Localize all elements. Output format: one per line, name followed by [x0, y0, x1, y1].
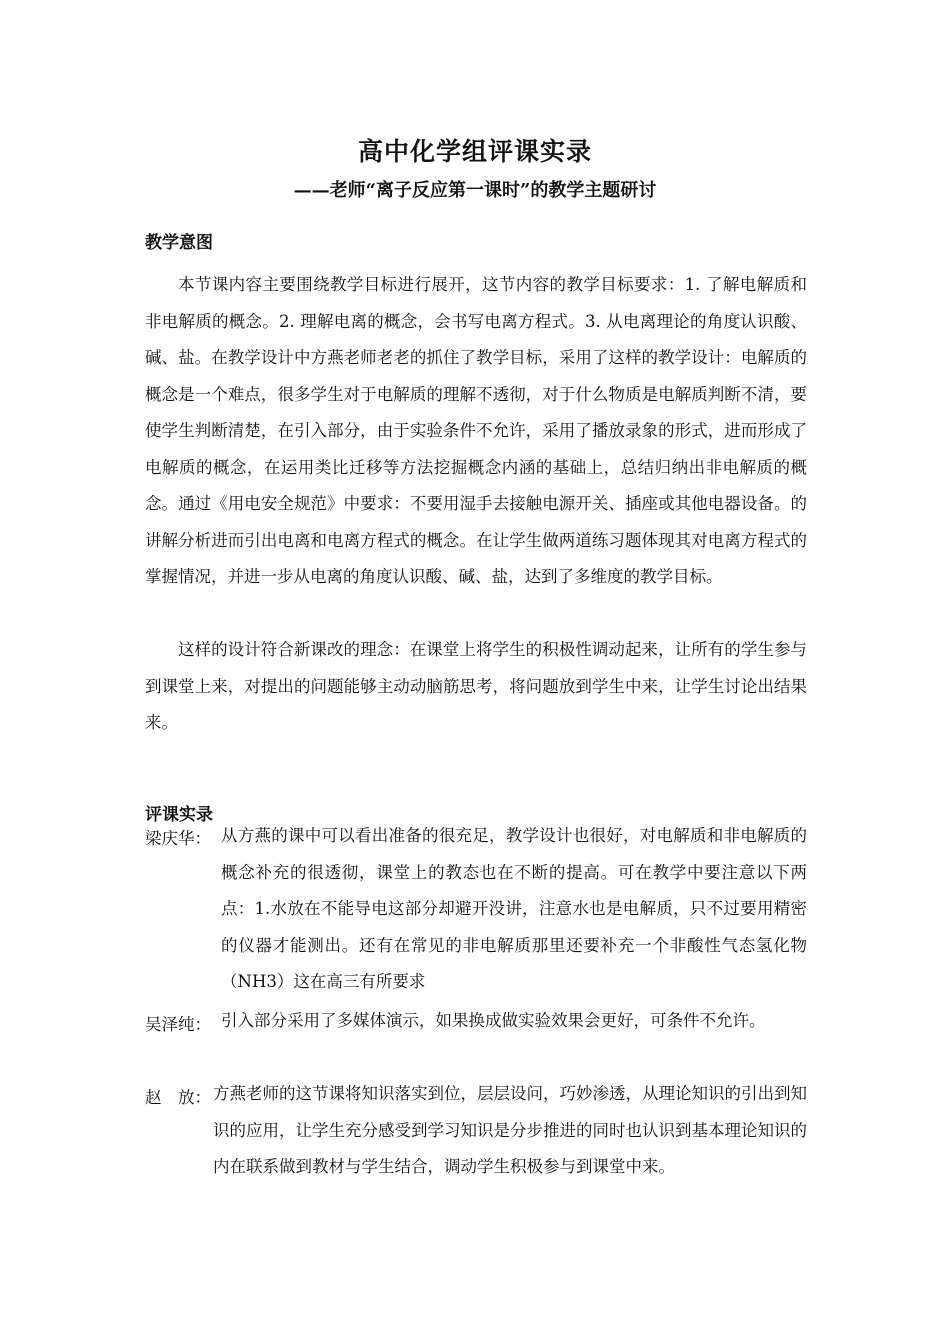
intent-paragraph-1: 本节课内容主要围绕教学目标进行展开，这节内容的教学目标要求：1. 了解电解质和非电解质的概念。2. 理解电离的概念，会书写电离方程式。3. 从电离理论的角度认识酸、碱、盐。在教学设计中方燕老师老老的抓住了教学目标，采用了这样的教学设计：电解质的概念是一个难点，很多学生对于电解质的理解不透彻，对于什么物质是电解质判断不清，要使学生判断清楚，在引入部分，由于实验条件不允许，采用了播放录象的形式，进而形成了电解质的概念，在运用类比迁移等方法挖掘概念内涵的基础上，总结归纳出非电解质的概念。通过《用电安全规范》中要求：不要用湿手去接触电源开关、插座或其他电器设备。的讲解分析进而引出电离和电离方程式的概念。在让学生做两道练习题体现其对电离方程式的掌握情况，并进一步从电离的角度认识酸、碱、盐，达到了多维度的教学目标。 [145, 275, 807, 586]
comment-text: 方燕老师的这节课将知识落实到位，层层设问，巧妙渗透，从理论知识的引出到知识的应用，让学生充分感受到学习知识是分步推进的同时也认识到基本理论知识的内在联系做到教材与学生结合，调动学生积极参与到课堂中来。 [213, 1084, 807, 1176]
intent-paragraph-2: 这样的设计符合新课改的理念：在课堂上将学生的积极性调动起来，让所有的学生参与到课堂上来，对提出的问题能够主动动脑筋思考，将问题放到学生中来，让学生讨论出结果来。 [145, 640, 807, 732]
comment-entry [145, 818, 807, 1001]
section-heading-review: 评课实录 [145, 805, 213, 825]
commenter-name: 梁庆华： [145, 829, 211, 848]
comment-entry [145, 1076, 807, 1186]
commenter-name: 吴泽纯： [145, 1015, 211, 1034]
comment-text: 从方燕的课中可以看出准备的很充足，教学设计也很好，对电解质和非电解质的概念补充的很透彻，课堂上的教态也在不断的提高。可在教学中要注意以下两点：1.水放在不能导电这部分却避开没讲，注意水也是电解质，只不过要用精密的仪器才能测出。还有在常见的非电解质那里还要补充一个非酸性气态氢化物（NH3）这在高三有所要求 [221, 826, 807, 991]
section-heading-intent: 教学意图 [145, 233, 213, 253]
document-subtitle: ——老师“离子反应第一课时”的教学主题研讨 [293, 180, 657, 201]
comment-text: 引入部分采用了多媒体演示，如果换成做实验效果会更好，可条件不允许。 [221, 1011, 766, 1030]
comment-entry [145, 1003, 807, 1040]
document-title: 高中化学组评课实录 [357, 137, 592, 166]
commenter-name: 赵 放： [145, 1088, 211, 1107]
